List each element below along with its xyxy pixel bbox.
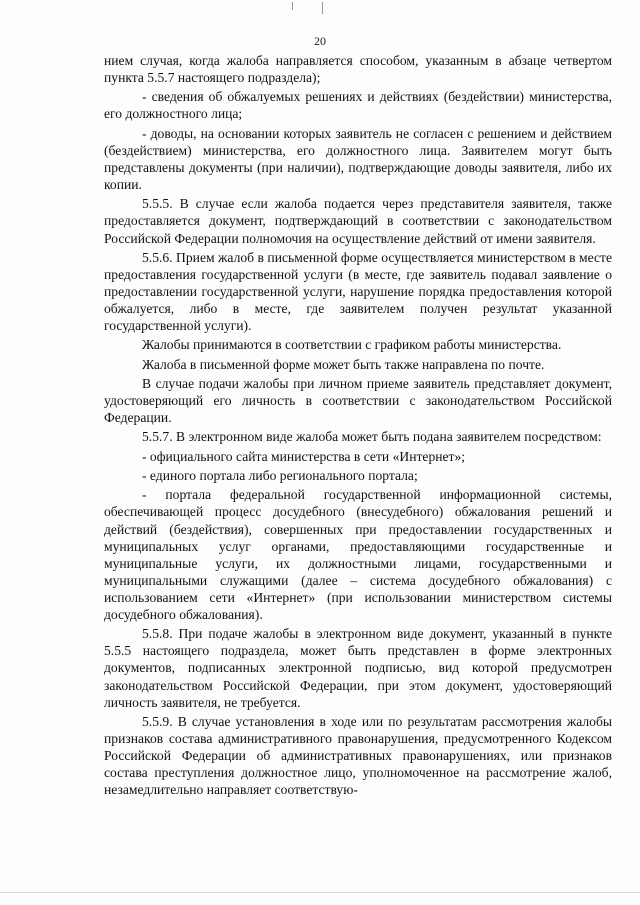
paragraph-5-5-8: 5.5.8. При подаче жалобы в электронном виде документ, указанный в пункте 5.5.5 настоящего подраздела, может быть представлен в форме электронных документов, подписанных электронной подписью, вид которой предусмотрен законодательством Российской Федерации, при этом документ, удостоверяющий личность заявителя, не требуется. [104,626,612,710]
paragraph-personal-reception: В случае подачи жалобы при личном приеме заявитель представляет документ, удостоверяющий его личность в соответствии с законодательством Российской Федерации. [104,376,612,426]
paragraph-5-5-5: 5.5.5. В случае если жалоба подается через представителя заявителя, также предоставляется документ, подтверждающий в соответствии с законодательством Российской Федерации полномочия на осуществление действий от имени заявителя. [104,196,612,246]
paragraph-bullet-portal: - единого портала либо регионального портала; [142,468,418,484]
page-number: 20 [314,34,326,48]
paragraph-mail: Жалоба в письменной форме может быть также направлена по почте. [142,356,545,372]
paragraph-5-5-9: 5.5.9. В случае установления в ходе или по результатам рассмотрения жалобы признаков состава административного правонарушения, предусмотренного Кодексом Российской Федерации об административных правонарушениях, или признаков состава преступления должностное лицо, уполномоченное на рассмотрение жалоб, незамедлительно направляет соответствую- [104,713,612,798]
paragraph-bullet-arguments: - доводы, на основании которых заявитель не согласен с решением и действием (бездействием) министерства, его должностного лица. Заявителем могут быть представлены документы (при наличии), подтверждающие доводы заявителя, либо их копии. [104,125,612,193]
paragraph-bullet-decisions: - сведения об обжалуемых решениях и действиях (бездействии) министерства, его должностного лица; [104,89,612,122]
document-body [104,52,612,801]
scan-mark-right [322,2,323,14]
paragraph-continuation: нием случая, когда жалоба направляется способом, указанным в абзаце четвертом пункта 5.5.7 настоящего подраздела); [104,53,612,86]
paragraph-schedule: Жалобы принимаются в соответствии с графиком работы министерства. [142,337,562,353]
scan-mark-left [292,2,293,10]
paragraph-bullet-federal-portal: - портала федеральной государственной информационной системы, обеспечивающей процесс досудебного (внесудебного) обжалования решений и действий (бездействия), совершенных при предоставлении государственных и муниципальных услуг органами, предоставляющими государственные и муниципальные услуги, их должностными лицами, государственными и муниципальными служащими (далее – система досудебного обжалования) с использованием сети «Интернет» (при использовании министерством системы досудебного обжалования). [104,487,612,622]
paragraph-5-5-6: 5.5.6. Прием жалоб в письменной форме осуществляется министерством в месте предоставления государственной услуги (в месте, где заявитель подавал заявление о предоставлении государственной услуги, нарушение порядка предоставления которой обжалуется, либо в месте, где заявителем получен результат указанной государственной услуги). [104,249,612,334]
paragraph-5-5-7: 5.5.7. В электронном виде жалоба может быть подана заявителем посредством: [142,429,602,445]
paragraph-bullet-website: - официального сайта министерства в сети «Интернет»; [142,448,466,464]
page-bottom-edge [0,892,640,893]
